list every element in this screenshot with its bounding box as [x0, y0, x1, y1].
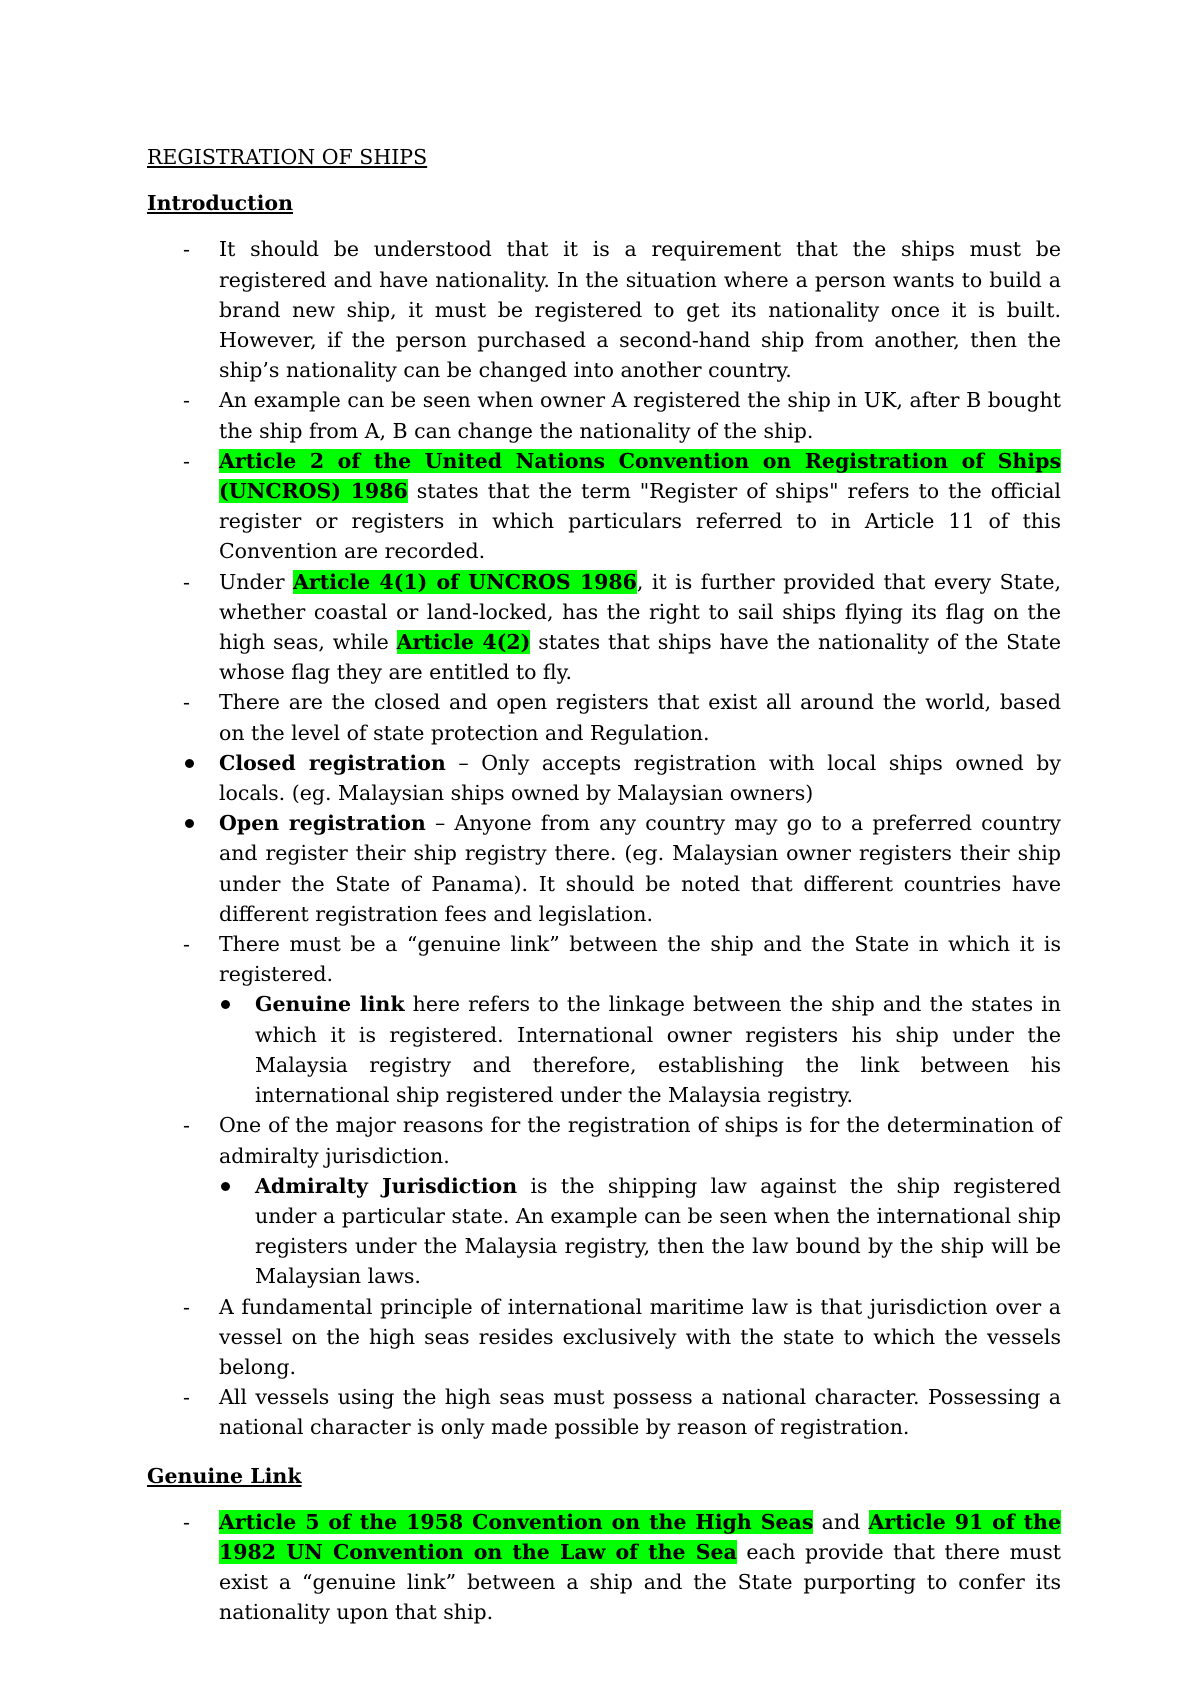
term: Admiralty Jurisdiction: [255, 1173, 518, 1198]
bullet-icon: [185, 759, 194, 768]
list-item: [147, 1507, 1061, 1628]
item-text: There must be a “genuine link” between the ship and the State in which it is registered.: [219, 932, 1061, 987]
sub-bullet-item: [147, 1171, 1061, 1292]
item-text: All vessels using the high seas must possess a national character. Possessing a national character is only made possible by reason of registration.: [219, 1385, 1061, 1440]
item-text: each provide that there must exist a “genuine link” between a ship and the State purporting to confer its nationality upon that ship.: [219, 1539, 1061, 1625]
genuine-link-heading: Genuine Link: [147, 1463, 302, 1488]
dash-marker: -: [183, 1385, 190, 1410]
item-text: states that the term "Register of ships" refers to the official register or registers in which particulars referred to in Article 11 of this Convention are recorded.: [219, 479, 1061, 564]
sub-bullet-item: [147, 989, 1061, 1110]
dash-marker: -: [183, 1294, 190, 1319]
bullet-icon: [221, 1000, 230, 1009]
introduction-heading: Introduction: [147, 191, 293, 216]
term: Closed registration: [219, 750, 446, 775]
page-title: REGISTRATION OF SHIPS: [147, 145, 428, 169]
item-text: – Anyone from any country may go to a preferred country and register their ship registry there. (eg. Malaysian owner registers their ship under the State of Panama). It should be noted that different countries have different registration fees and legislation.: [219, 811, 1062, 926]
highlighted-citation: Article 91 of the 1982 UN Convention on the Law of the Sea: [219, 1509, 1061, 1564]
item-text: There are the closed and open registers that exist all around the world, based on the level of state protection and Regulation.: [219, 690, 1061, 745]
document-page: [147, 142, 1061, 1628]
highlighted-citation: Article 4(2): [396, 630, 531, 655]
dash-marker: -: [183, 690, 190, 715]
item-text: , it is further provided that every State, whether coastal or land-locked, has the right to sail ships flying its flag on the high seas, while: [219, 569, 1061, 655]
genuine-link-list: [147, 1507, 1061, 1628]
item-text: One of the major reasons for the registration of ships is for the determination of admiralty jurisdiction.: [219, 1113, 1061, 1168]
highlighted-citation: Article 4(1) of UNCROS 1986: [293, 569, 637, 594]
introduction-list: [147, 234, 1061, 1442]
item-text: is the shipping law against the ship registered under a particular state. An example can be seen when the international ship registers under the Malaysia registry, then the law bound by the ship will be Malaysian laws.: [255, 1173, 1061, 1289]
list-item: [147, 385, 1061, 445]
term: Genuine link: [255, 992, 405, 1017]
highlighted-citation: Article 2 of the United Nations Convention on Registration of Ships (UNCROS) 1986: [219, 448, 1061, 504]
dash-marker: -: [183, 448, 190, 473]
item-text: A fundamental principle of international maritime law is that jurisdiction over a vessel on the high seas resides exclusively with the state to which the vessels belong.: [219, 1294, 1061, 1379]
list-item: [147, 234, 1061, 385]
list-item: [147, 567, 1061, 688]
item-text: An example can be seen when owner A registered the ship in UK, after B bought the ship from A, B can change the nationality of the ship.: [219, 388, 1061, 443]
highlighted-citation: Article 5 of the 1958 Convention on the High Seas: [219, 1509, 814, 1534]
dash-marker: -: [183, 237, 190, 262]
list-item: [147, 446, 1061, 567]
item-text: – Only accepts registration with local ships owned by locals. (eg. Malaysian ships owned by Malaysian owners): [219, 750, 1061, 806]
bullet-item: [147, 748, 1061, 808]
bullet-icon: [185, 819, 194, 828]
dash-marker: -: [183, 1509, 190, 1534]
item-text: It should be understood that it is a requirement that the ships must be registered and have nationality. In the situation where a person wants to build a brand new ship, it must be registered to get its nationality once it is built. However, if the person purchased a second-hand ship from another, then the ship’s nationality can be changed into another country.: [219, 237, 1061, 383]
bullet-item: [147, 808, 1061, 929]
dash-marker: -: [183, 932, 190, 957]
item-text: states that ships have the nationality of the State whose flag they are entitled to fly.: [219, 630, 1061, 685]
list-item: [147, 929, 1061, 989]
item-text: here refers to the linkage between the ship and the states in which it is registered. International owner registers his ship under the Malaysia registry and therefore, establishing the link between his international ship registered under the Malaysia registry.: [255, 992, 1061, 1108]
item-text: and: [813, 1509, 869, 1534]
dash-marker: -: [183, 388, 190, 413]
term: Open registration: [219, 811, 426, 836]
bullet-icon: [221, 1182, 230, 1191]
item-text: Under: [219, 569, 294, 594]
list-item: [147, 1110, 1061, 1170]
dash-marker: -: [183, 569, 190, 594]
dash-marker: -: [183, 1113, 190, 1138]
list-item: [147, 687, 1061, 747]
list-item: [147, 1292, 1061, 1383]
list-item: [147, 1382, 1061, 1442]
